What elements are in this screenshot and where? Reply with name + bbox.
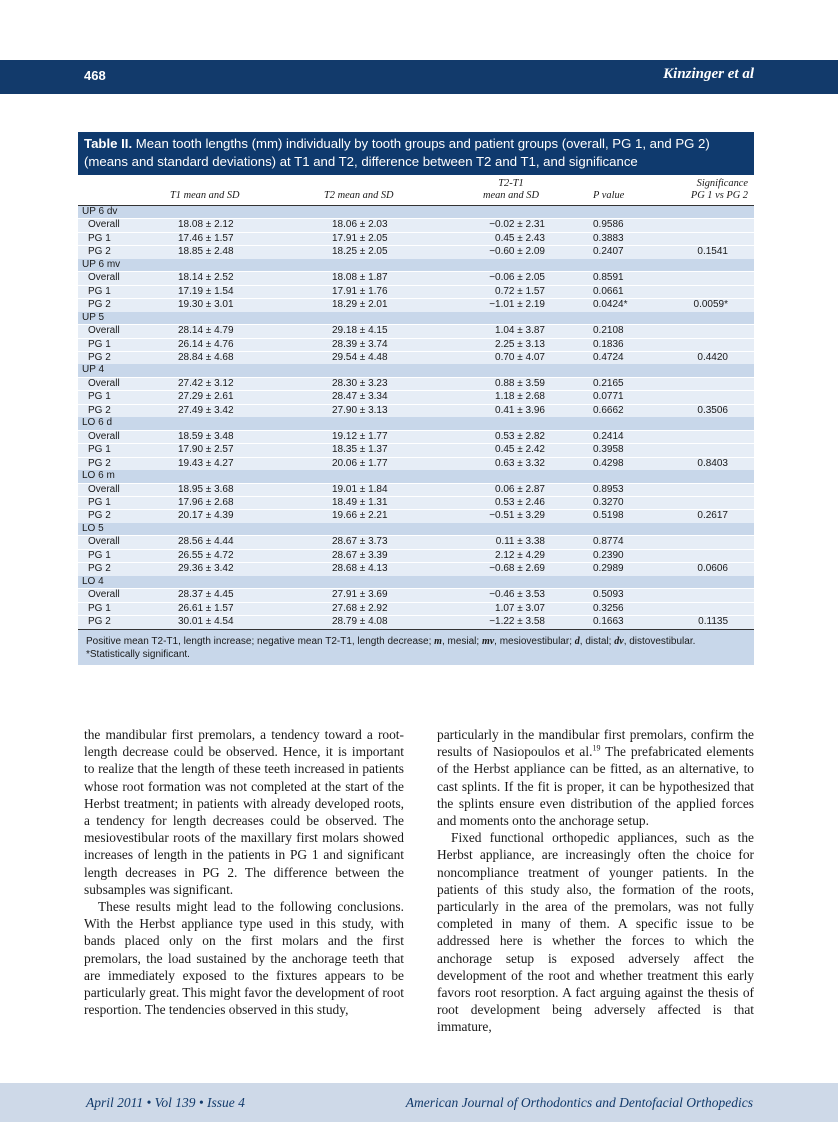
cell-p: 0.1663 <box>579 616 669 629</box>
table-row <box>78 549 754 562</box>
cell-t2: 28.39 ± 3.74 <box>310 338 443 351</box>
cell-t2: 18.25 ± 2.05 <box>310 246 443 259</box>
cell-diff: 0.53 ± 2.46 <box>443 496 579 509</box>
table-row <box>78 272 754 285</box>
cell-diff: −0.06 ± 2.05 <box>443 272 579 285</box>
col-header-sig <box>669 175 754 206</box>
table-caption <box>78 132 754 175</box>
cell-t2: 20.06 ± 1.77 <box>310 457 443 470</box>
cell-t1: 17.90 ± 2.57 <box>160 444 310 457</box>
row-label: Overall <box>78 325 160 338</box>
cell-t1: 17.46 ± 1.57 <box>160 232 310 245</box>
cell-sig: 0.0606 <box>669 563 754 576</box>
cell-t2: 28.68 ± 4.13 <box>310 563 443 576</box>
cell-t2: 28.67 ± 3.39 <box>310 549 443 562</box>
cell-t2: 18.08 ± 1.87 <box>310 272 443 285</box>
table-row <box>78 299 754 312</box>
footnote-abbr-d: d <box>574 635 580 647</box>
table-header-row <box>78 175 754 206</box>
tooth-group-label: UP 6 mv <box>78 259 754 272</box>
row-label: PG 1 <box>78 338 160 351</box>
cell-p: 0.2165 <box>579 377 669 390</box>
table-row <box>78 496 754 509</box>
cell-p: 0.6662 <box>579 404 669 417</box>
table-row <box>78 325 754 338</box>
footnote-text: , distal; <box>579 635 615 647</box>
tooth-group-label: LO 6 m <box>78 470 754 483</box>
table-row <box>78 510 754 523</box>
col-header-p: P value <box>579 175 669 206</box>
data-table <box>78 175 754 629</box>
table-row <box>78 391 754 404</box>
tooth-group-label: LO 5 <box>78 523 754 536</box>
cell-p: 0.0424* <box>579 299 669 312</box>
cell-sig <box>669 430 754 443</box>
cell-p: 0.4298 <box>579 457 669 470</box>
cell-sig <box>669 285 754 298</box>
col-header-sig-line2: PG 1 vs PG 2 <box>690 190 748 201</box>
cell-sig <box>669 338 754 351</box>
table-row <box>78 338 754 351</box>
table-row <box>78 430 754 443</box>
row-label: Overall <box>78 219 160 232</box>
cell-diff: 2.25 ± 3.13 <box>443 338 579 351</box>
table-row <box>78 457 754 470</box>
row-label: PG 1 <box>78 232 160 245</box>
cell-diff: 1.07 ± 3.07 <box>443 602 579 615</box>
cell-t2: 19.01 ± 1.84 <box>310 483 443 496</box>
footnote-text: , distovestibular. <box>623 635 696 647</box>
cell-t1: 28.84 ± 4.68 <box>160 351 310 364</box>
cell-sig: 0.2617 <box>669 510 754 523</box>
cell-t1: 26.14 ± 4.76 <box>160 338 310 351</box>
tooth-group-label: LO 4 <box>78 576 754 589</box>
cell-sig: 0.1541 <box>669 246 754 259</box>
row-label: PG 2 <box>78 246 160 259</box>
cell-t2: 19.66 ± 2.21 <box>310 510 443 523</box>
row-label: PG 2 <box>78 563 160 576</box>
cell-sig <box>669 589 754 602</box>
page-number: 468 <box>84 68 106 83</box>
body-column-left <box>84 726 404 1018</box>
cell-sig: 0.4420 <box>669 351 754 364</box>
cell-sig <box>669 377 754 390</box>
cell-t2: 19.12 ± 1.77 <box>310 430 443 443</box>
cell-t2: 28.30 ± 3.23 <box>310 377 443 390</box>
cell-diff: 0.06 ± 2.87 <box>443 483 579 496</box>
cell-t1: 18.59 ± 3.48 <box>160 430 310 443</box>
cell-p: 0.2407 <box>579 246 669 259</box>
cell-sig <box>669 391 754 404</box>
cell-t1: 17.96 ± 2.68 <box>160 496 310 509</box>
cell-t1: 20.17 ± 4.39 <box>160 510 310 523</box>
table-group-row <box>78 206 754 219</box>
row-label: PG 2 <box>78 299 160 312</box>
cell-diff: −0.02 ± 2.31 <box>443 219 579 232</box>
table-ii <box>78 132 754 665</box>
tooth-group-label: UP 6 dv <box>78 206 754 219</box>
cell-sig <box>669 536 754 549</box>
cell-p: 0.2108 <box>579 325 669 338</box>
cell-diff: 0.41 ± 3.96 <box>443 404 579 417</box>
row-label: PG 1 <box>78 391 160 404</box>
table-group-row <box>78 364 754 377</box>
row-label: PG 1 <box>78 444 160 457</box>
cell-diff: 0.45 ± 2.42 <box>443 444 579 457</box>
table-row <box>78 246 754 259</box>
paragraph: Fixed functional orthopedic appliances, such as the Herbst appliance, are increasingly often the choice for noncompliance treatment of younger patients. In the patients of this study also, the formation of the roots, particularly in the area of the premolars, was not fully completed in many of them. A specific issue to be addressed here is whether the forces to which the anchorage setup is exposed adversely affect the development of the root and whether treatment this early favors root resorption. A fact arguing against the thesis of root development being adversely affected is that immature, <box>437 830 754 1035</box>
running-authors: Kinzinger et al <box>663 66 754 82</box>
cell-t2: 27.68 ± 2.92 <box>310 602 443 615</box>
cell-diff: −0.60 ± 2.09 <box>443 246 579 259</box>
cell-p: 0.3270 <box>579 496 669 509</box>
table-group-row <box>78 312 754 325</box>
cell-p: 0.5198 <box>579 510 669 523</box>
cell-t1: 29.36 ± 3.42 <box>160 563 310 576</box>
cell-diff: 0.11 ± 3.38 <box>443 536 579 549</box>
cell-diff: −0.46 ± 3.53 <box>443 589 579 602</box>
table-row <box>78 616 754 629</box>
cell-p: 0.3883 <box>579 232 669 245</box>
paragraph: the mandibular first premolars, a tendency toward a root-length decrease could be observed. Hence, it is important to realize that the length of these teeth increased in patients whose root formation was not completed at the start of the Herbst treatment; in patients with already developed roots, a tendency for length decreases could be observed. The mesiovestibular roots of the maxillary first molars showed increases of length in the patients in PG 1 and significant length decreases in PG 2. The difference between the subsamples was significant. <box>84 727 404 897</box>
cell-diff: 1.04 ± 3.87 <box>443 325 579 338</box>
cell-p: 0.3958 <box>579 444 669 457</box>
cell-p: 0.9586 <box>579 219 669 232</box>
row-label: PG 1 <box>78 602 160 615</box>
row-label: PG 1 <box>78 285 160 298</box>
cell-sig <box>669 496 754 509</box>
paragraph: These results might lead to the following conclusions. With the Herbst appliance type used in this study, with bands placed only on the first molars and the first premolars, the load sustained by the anchorage teeth that are immediately exposed to the fixtures appears to be particularly great. This might favor the development of root resportion. The tendencies observed in this study, <box>84 899 404 1018</box>
cell-diff: −1.01 ± 2.19 <box>443 299 579 312</box>
cell-sig: 0.3506 <box>669 404 754 417</box>
cell-t1: 26.61 ± 1.57 <box>160 602 310 615</box>
table-row <box>78 232 754 245</box>
cell-p: 0.8591 <box>579 272 669 285</box>
col-header-diff-line2: mean and SD <box>483 190 539 201</box>
issue-info: April 2011 • Vol 139 • Issue 4 <box>86 1095 245 1110</box>
row-label: PG 2 <box>78 351 160 364</box>
col-header-t2: T2 mean and SD <box>310 175 443 206</box>
cell-sig <box>669 444 754 457</box>
cell-t2: 28.47 ± 3.34 <box>310 391 443 404</box>
footnote-text: , mesial; <box>441 635 482 647</box>
cell-t2: 18.29 ± 2.01 <box>310 299 443 312</box>
footnote-abbr-m: m <box>434 635 442 647</box>
row-label: Overall <box>78 589 160 602</box>
footnote-abbr-mv: mv <box>481 635 495 647</box>
cell-t1: 26.55 ± 4.72 <box>160 549 310 562</box>
cell-t2: 18.49 ± 1.31 <box>310 496 443 509</box>
cell-diff: 2.12 ± 4.29 <box>443 549 579 562</box>
row-label: PG 1 <box>78 496 160 509</box>
cell-t1: 28.56 ± 4.44 <box>160 536 310 549</box>
caption-label: Table II. <box>84 136 133 151</box>
table-body <box>78 206 754 629</box>
table-row <box>78 285 754 298</box>
cell-p: 0.0661 <box>579 285 669 298</box>
cell-t2: 27.90 ± 3.13 <box>310 404 443 417</box>
table-row <box>78 563 754 576</box>
cell-sig: 0.1135 <box>669 616 754 629</box>
cell-t2: 28.67 ± 3.73 <box>310 536 443 549</box>
cell-t1: 30.01 ± 4.54 <box>160 616 310 629</box>
cell-diff: 1.18 ± 2.68 <box>443 391 579 404</box>
table-footnote <box>78 629 754 665</box>
cell-t1: 19.30 ± 3.01 <box>160 299 310 312</box>
cell-p: 0.8774 <box>579 536 669 549</box>
footnote-abbr-dv: dv <box>614 635 624 647</box>
row-label: PG 2 <box>78 404 160 417</box>
col-header-t1: T1 mean and SD <box>160 175 310 206</box>
cell-p: 0.2414 <box>579 430 669 443</box>
row-label: PG 1 <box>78 549 160 562</box>
row-label: Overall <box>78 272 160 285</box>
cell-diff: 0.72 ± 1.57 <box>443 285 579 298</box>
cell-sig <box>669 232 754 245</box>
cell-t1: 18.14 ± 2.52 <box>160 272 310 285</box>
cell-diff: 0.53 ± 2.82 <box>443 430 579 443</box>
row-label: Overall <box>78 430 160 443</box>
cell-t1: 27.49 ± 3.42 <box>160 404 310 417</box>
table-row <box>78 602 754 615</box>
row-label: PG 2 <box>78 510 160 523</box>
cell-p: 0.2989 <box>579 563 669 576</box>
cell-t1: 18.08 ± 2.12 <box>160 219 310 232</box>
cell-sig <box>669 325 754 338</box>
cell-sig <box>669 549 754 562</box>
footnote-text: , mesiovestibular; <box>494 635 575 647</box>
table-group-row <box>78 417 754 430</box>
caption-text: Mean tooth lengths (mm) individually by tooth groups and patient groups (overall, PG 1, and PG 2) (means and standard deviations) at T1 and T2, difference between T2 and T1, and significance <box>84 136 710 169</box>
tooth-group-label: UP 5 <box>78 312 754 325</box>
table-row <box>78 351 754 364</box>
cell-p: 0.2390 <box>579 549 669 562</box>
cell-sig: 0.0059* <box>669 299 754 312</box>
row-label: Overall <box>78 483 160 496</box>
table-row <box>78 589 754 602</box>
cell-sig <box>669 219 754 232</box>
cell-t1: 27.42 ± 3.12 <box>160 377 310 390</box>
table-row <box>78 219 754 232</box>
page-header <box>0 60 838 94</box>
citation-ref[interactable]: 19 <box>592 743 601 753</box>
table-row <box>78 536 754 549</box>
cell-p: 0.3256 <box>579 602 669 615</box>
cell-t1: 28.37 ± 4.45 <box>160 589 310 602</box>
cell-diff: −0.68 ± 2.69 <box>443 563 579 576</box>
footnote-significance: *Statistically significant. <box>86 648 190 660</box>
cell-t2: 29.54 ± 4.48 <box>310 351 443 364</box>
cell-t1: 19.43 ± 4.27 <box>160 457 310 470</box>
cell-sig <box>669 272 754 285</box>
table-row <box>78 377 754 390</box>
col-header-diff <box>443 175 579 206</box>
row-label: Overall <box>78 377 160 390</box>
cell-diff: 0.88 ± 3.59 <box>443 377 579 390</box>
cell-p: 0.1836 <box>579 338 669 351</box>
footnote-text: Positive mean T2-T1, length increase; negative mean T2-T1, length decrease; <box>86 635 435 647</box>
row-label: PG 2 <box>78 457 160 470</box>
cell-t2: 17.91 ± 2.05 <box>310 232 443 245</box>
table-group-row <box>78 576 754 589</box>
cell-p: 0.0771 <box>579 391 669 404</box>
tooth-group-label: UP 4 <box>78 364 754 377</box>
table-group-row <box>78 523 754 536</box>
cell-diff: 0.45 ± 2.43 <box>443 232 579 245</box>
cell-t2: 28.79 ± 4.08 <box>310 616 443 629</box>
cell-t1: 27.29 ± 2.61 <box>160 391 310 404</box>
cell-t2: 18.35 ± 1.37 <box>310 444 443 457</box>
cell-t1: 17.19 ± 1.54 <box>160 285 310 298</box>
cell-sig <box>669 483 754 496</box>
cell-t2: 27.91 ± 3.69 <box>310 589 443 602</box>
table-row <box>78 483 754 496</box>
cell-p: 0.5093 <box>579 589 669 602</box>
cell-diff: 0.63 ± 3.32 <box>443 457 579 470</box>
table-group-row <box>78 259 754 272</box>
cell-p: 0.4724 <box>579 351 669 364</box>
table-group-row <box>78 470 754 483</box>
row-label: Overall <box>78 536 160 549</box>
cell-diff: −0.51 ± 3.29 <box>443 510 579 523</box>
cell-diff: 0.70 ± 4.07 <box>443 351 579 364</box>
cell-t2: 29.18 ± 4.15 <box>310 325 443 338</box>
cell-t2: 17.91 ± 1.76 <box>310 285 443 298</box>
cell-sig <box>669 602 754 615</box>
cell-t1: 18.85 ± 2.48 <box>160 246 310 259</box>
table-row <box>78 444 754 457</box>
tooth-group-label: LO 6 d <box>78 417 754 430</box>
body-column-right <box>437 726 754 1036</box>
col-header-diff-line1: T2-T1 <box>498 178 524 189</box>
cell-t2: 18.06 ± 2.03 <box>310 219 443 232</box>
cell-p: 0.8953 <box>579 483 669 496</box>
journal-name: American Journal of Orthodontics and Dentofacial Orthopedics <box>405 1095 753 1110</box>
page-footer <box>0 1083 838 1122</box>
table-row <box>78 404 754 417</box>
paragraph: particularly in the mandibular first premolars, confirm the results of Nasiopoulos et al.$^{19}$ The prefabricated elements of the Herbst appliance can be fitted, as an alternative, to cast splints. If the fit is proper, it can be hypothesized that the splints ensure even distribution of the applied forces and moments onto the anchorage setup. <box>437 727 754 829</box>
cell-sig: 0.8403 <box>669 457 754 470</box>
cell-diff: −1.22 ± 3.58 <box>443 616 579 629</box>
cell-t1: 18.95 ± 3.68 <box>160 483 310 496</box>
col-header-sig-line1: Significance <box>696 178 748 189</box>
cell-t1: 28.14 ± 4.79 <box>160 325 310 338</box>
row-label: PG 2 <box>78 616 160 629</box>
